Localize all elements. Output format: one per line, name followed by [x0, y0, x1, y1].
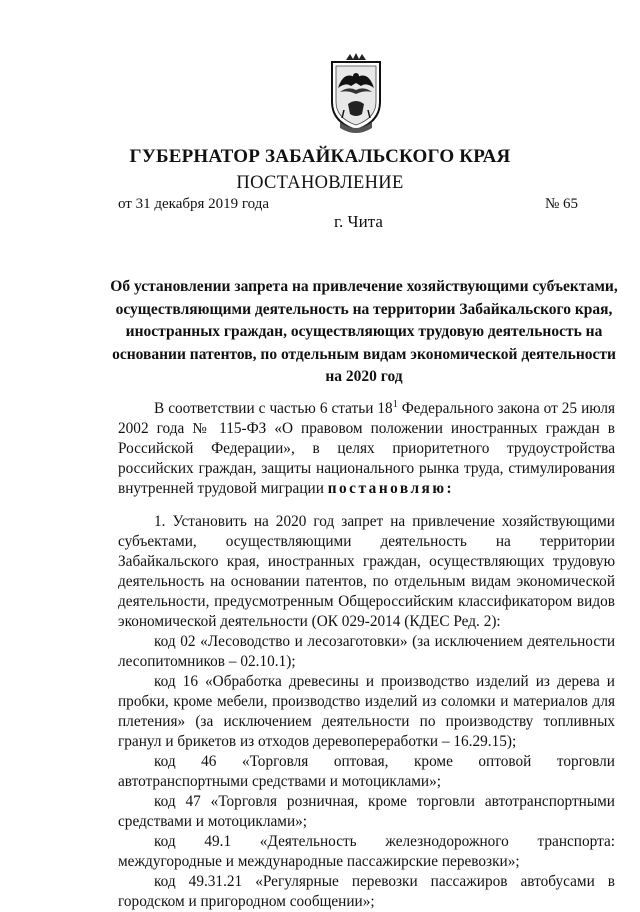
resolve-word: постановляю:	[327, 480, 455, 498]
document-body	[118, 395, 615, 912]
activity-code-list	[118, 632, 615, 912]
activity-code-item: код 49.1 «Деятельность железнодорожного транспорта: междугородные и международные пассажирские перевозки»;	[118, 833, 615, 871]
document-type: ПОСТАНОВЛЕНИЕ	[236, 173, 404, 193]
activity-code-item: код 16 «Обработка древесины и производство изделий из дерева и пробки, кроме мебели, производство изделий из соломки и материалов для плетения» (за исключением деятельности по производству топливных гранул и брикетов из отходов деревопереработки – 16.29.15);	[118, 673, 615, 751]
title-line: на 2020 год	[325, 368, 403, 385]
title-line: осуществляющими деятельность на территории Забайкальского края,	[115, 300, 613, 318]
issuer-heading: ГУБЕРНАТОР ЗАБАЙКАЛЬСКОГО КРАЯ	[129, 146, 511, 167]
title-line: иностранных граждан, осуществляющих трудовую деятельность на	[125, 323, 603, 340]
document-date: от 31 декабря 2019 года	[118, 196, 270, 212]
activity-code-item: код 47 «Торговля розничная, кроме торговли автотранспортными средствами и мотоциклами»;	[118, 793, 615, 831]
title-line: Об установлении запрета на привлечение хозяйствующими субъектами,	[110, 278, 618, 295]
title-line: основании патентов, по отдельным видам экономической деятельности	[112, 345, 616, 363]
document-number: № 65	[544, 196, 578, 212]
article-superscript: 1	[392, 399, 398, 410]
activity-code-item: код 49.31.21 «Регулярные перевозки пассажиров автобусами в городском и пригородном сообщении»;	[118, 873, 615, 911]
preamble-paragraph	[118, 395, 615, 499]
activity-code-item: код 46 «Торговля оптовая, кроме оптовой торговли автотранспортными средствами и мотоциклами»;	[118, 753, 615, 791]
activity-code-item: код 02 «Лесоводство и лесозаготовки» (за исключением деятельности лесопитомников – 02.10.1);	[118, 633, 615, 671]
coat-of-arms-icon	[328, 52, 384, 138]
document-title	[110, 276, 618, 389]
preamble-text-start: В соответствии с частью 6 статьи 18	[154, 400, 393, 418]
document-city: г. Чита	[334, 212, 383, 231]
preamble-text-rest: Федерального закона от 25 июля 2002 года № 115-ФЗ «О правовом положении иностранных граждан в Российской Федерации», в целях приоритетного трудоустройства российских граждан, защиты национального рынка труда, стимулирования внутренней трудовой миграции	[118, 400, 615, 498]
clause-1: 1. Установить на 2020 год запрет на привлечение хозяйствующими субъектами, осуществляющими деятельность на территории Забайкальского края, иностранных граждан, осуществляющих трудовую деятельность на основании патентов, по отдельным видам экономической деятельности, предусмотренным Общероссийским классификатором видов экономической деятельности (ОК 029-2014 (КДЕС Ред. 2):	[118, 513, 615, 631]
